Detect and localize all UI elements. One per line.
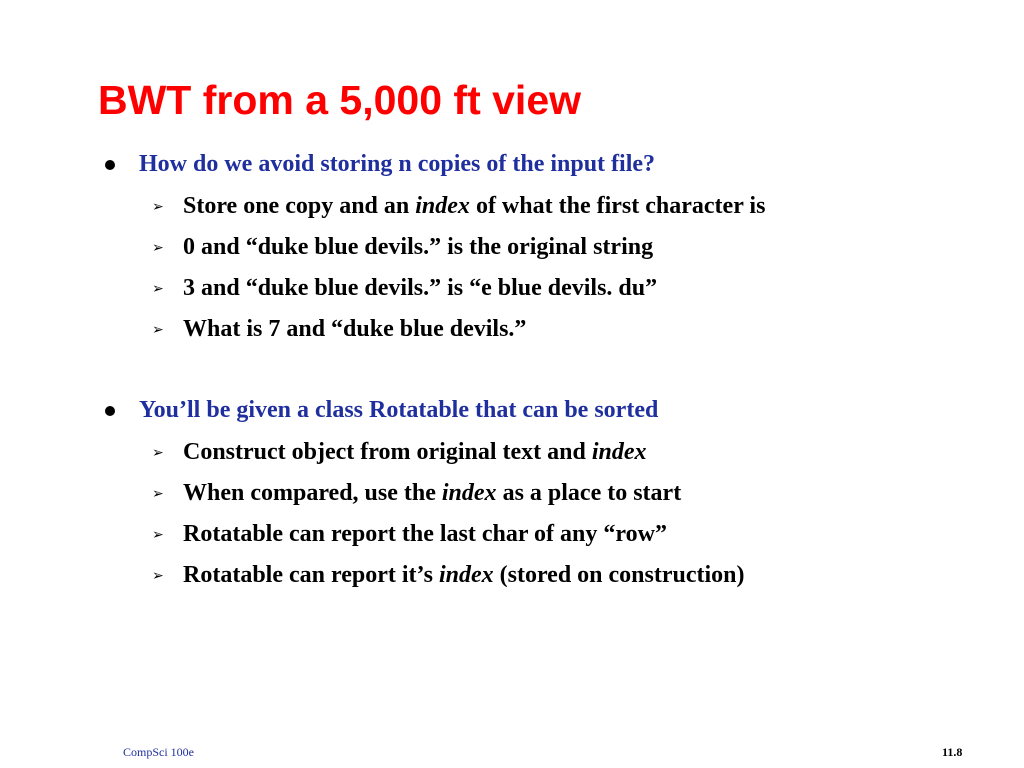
arrowhead-bullet-icon: ➢ bbox=[152, 486, 164, 502]
footer-course: CompSci 100e bbox=[123, 745, 194, 759]
sub-text-before: When compared, use the bbox=[183, 480, 442, 506]
sub-bullet-text bbox=[183, 560, 745, 590]
bullet-text: You’ll be given a class Rotatable that can be sorted bbox=[139, 397, 659, 423]
sub-bullet-text: 0 and “duke blue devils.” is the original string bbox=[183, 234, 654, 260]
sub-text-italic: index bbox=[441, 480, 497, 506]
sub-text-before: Construct object from original text and bbox=[183, 439, 592, 465]
sub-text-after: (stored on construction) bbox=[493, 562, 745, 588]
sub-bullet-text bbox=[183, 478, 681, 508]
arrowhead-bullet-icon: ➢ bbox=[152, 322, 164, 338]
arrowhead-bullet-icon: ➢ bbox=[152, 568, 164, 584]
bullet-dot-icon bbox=[105, 406, 115, 416]
sub-bullet-text: Rotatable can report the last char of any “row” bbox=[183, 521, 667, 547]
sub-bullet-text: What is 7 and “duke blue devils.” bbox=[183, 316, 527, 342]
footer-page-number: 11.8 bbox=[942, 745, 963, 759]
sub-bullet-text bbox=[183, 437, 647, 467]
arrowhead-bullet-icon: ➢ bbox=[152, 445, 164, 461]
sub-text-italic: index bbox=[438, 562, 494, 588]
sub-text-before: Store one copy and an bbox=[183, 193, 416, 219]
sub-bullet-text bbox=[183, 191, 765, 221]
arrowhead-bullet-icon: ➢ bbox=[152, 199, 164, 215]
sub-text-italic: index bbox=[591, 439, 647, 465]
slide-title: BWT from a 5,000 ft view bbox=[98, 77, 582, 123]
bullet-text: How do we avoid storing n copies of the input file? bbox=[139, 151, 656, 177]
arrowhead-bullet-icon: ➢ bbox=[152, 281, 164, 297]
sub-text-after: of what the first character is bbox=[469, 193, 766, 219]
arrowhead-bullet-icon: ➢ bbox=[152, 527, 164, 543]
bullet-dot-icon bbox=[105, 160, 115, 170]
sub-text-before: Rotatable can report it’s bbox=[183, 562, 439, 588]
sub-bullet-text: 3 and “duke blue devils.” is “e blue devils. du” bbox=[183, 275, 658, 301]
arrowhead-bullet-icon: ➢ bbox=[152, 240, 164, 256]
sub-text-italic: index bbox=[415, 193, 470, 219]
sub-text-after: as a place to start bbox=[496, 480, 682, 506]
